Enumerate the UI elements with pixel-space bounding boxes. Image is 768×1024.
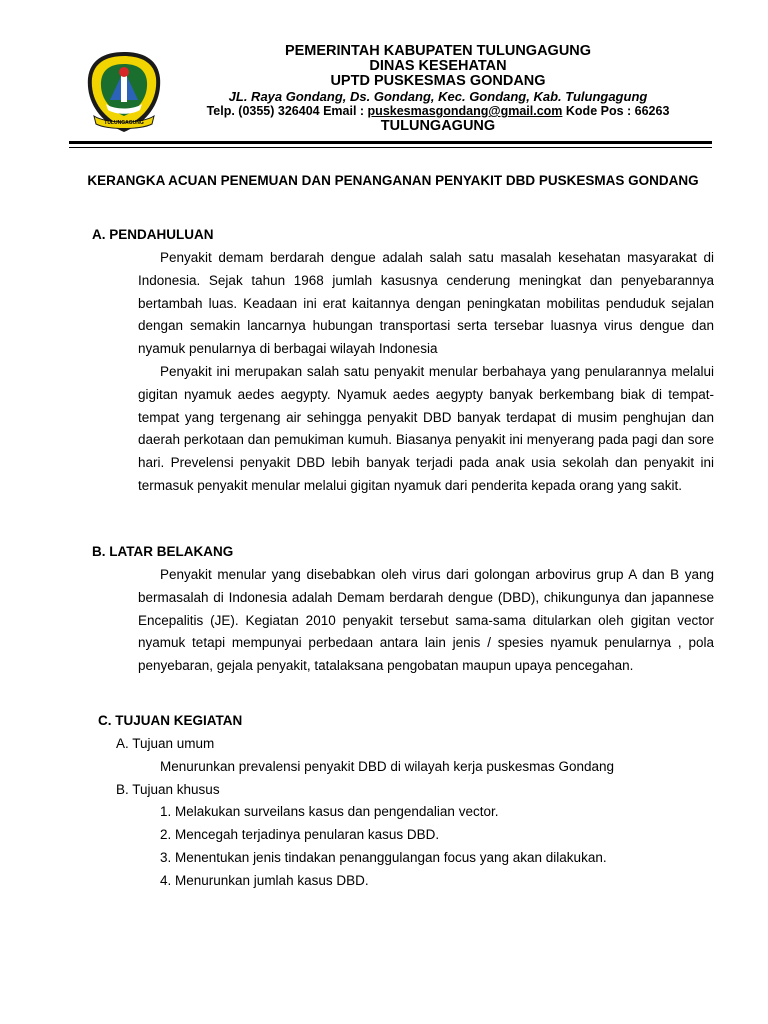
list-item: 1. Melakukan surveilans kasus dan pengendalian vector. [160, 804, 499, 819]
logo-text: TULUNGAGUNG [104, 120, 144, 126]
list-item: 4. Menurunkan jumlah kasus DBD. [160, 873, 369, 888]
letterhead-text [170, 44, 706, 134]
section-a-heading: A. PENDAHULUAN [92, 227, 214, 242]
list-item: 3. Menentukan jenis tindakan penanggulangan focus yang akan dilakukan. [160, 850, 607, 865]
section-b-paragraph-1-text: Penyakit menular yang disebabkan oleh virus dari golongan arbovirus grup A dan B yang bermasalah di Indonesia adalah Demam berdarah dengue (DBD), chikungunya dan japannese Encepalitis (JE). Kegiatan 2010 penyakit tersebut sama-sama ditularkan oleh gigitan vector nyamuk tetapi mempunyai perbedaan antara lain jenis / spesies nyamuk penularnya , pola penyebaran, gejala penyakit, tatalaksana pengobatan maupun upaya pencegahan. [138, 567, 714, 674]
government-name: PEMERINTAH KABUPATEN TULUNGAGUNG [284, 43, 592, 59]
document-title: KERANGKA ACUAN PENEMUAN DAN PENANGANAN PENYAKIT DBD PUSKESMAS GONDANG [87, 173, 699, 188]
section-a-paragraph-1-text: Penyakit demam berdarah dengue adalah salah satu masalah kesehatan masyarakat di Indonesia. Sejak tahun 1968 jumlah kasusnya cenderung meningkat dan penyebarannya bertambah luas. Keadaan ini erat kaitannya dengan peningkatan mobilitas penduduk sejalan dengan semakin lancarnya hubungan transportasi serta tersebar luasnya virus dengue dan nyamuk penularnya di berbagai wilayah Indonesia [138, 250, 714, 357]
department-name: DINAS KESEHATAN [369, 58, 507, 74]
section-a-paragraph-1 [138, 247, 714, 361]
postal-code-text: Kode Pos : 66263 [562, 104, 670, 118]
section-b-heading: B. LATAR BELAKANG [92, 544, 234, 559]
city-name: TULUNGAGUNG [380, 118, 496, 134]
section-c-heading: C. TUJUAN KEGIATAN [98, 713, 243, 728]
list-item: 2. Mencegah terjadinya penularan kasus DBD. [160, 827, 440, 842]
section-a-paragraph-2-text: Penyakit ini merupakan salah satu penyakit menular berbahaya yang penularannya melalui gigitan nyamuk aedes aegypty. Nyamuk aedes aegypty banyak berkembang biak di tempat-tempat yang tergenang air sehingga penyakit DBD banyak terdapat di musim penghujan dan daerah perkotaan dan pemukiman kumuh. Biasanya penyakit ini menyerang pada pagi dan sore hari. Prevelensi penyakit DBD lebih banyak terjadi pada anak usia sekolah dan penyakit ini termasuk penyakit menular melalui gigitan nyamuk dari penderita kepada orang yang sakit. [138, 364, 714, 493]
letterhead-divider-thin [69, 147, 712, 148]
phone-text: Telp. (0355) 326404 Email : [206, 104, 368, 118]
email-link[interactable]: puskesmasgondang@gmail.com [367, 104, 563, 118]
general-objective-text: Menurunkan prevalensi penyakit DBD di wilayah kerja puskesmas Gondang [160, 759, 614, 774]
puskesmas-name: UPTD PUSKESMAS GONDANG [330, 73, 546, 89]
contact-line [170, 104, 706, 119]
regency-seal-icon [84, 50, 164, 134]
address-line: JL. Raya Gondang, Ds. Gondang, Kec. Gondang, Kab. Tulungagung [228, 89, 648, 104]
letterhead [0, 0, 768, 150]
section-a-paragraph-2 [138, 361, 714, 498]
general-objective-label: A. Tujuan umum [116, 736, 215, 751]
specific-objective-label: B. Tujuan khusus [116, 782, 220, 797]
letterhead-divider-thick [69, 141, 712, 144]
section-b-paragraph-1 [138, 564, 714, 678]
